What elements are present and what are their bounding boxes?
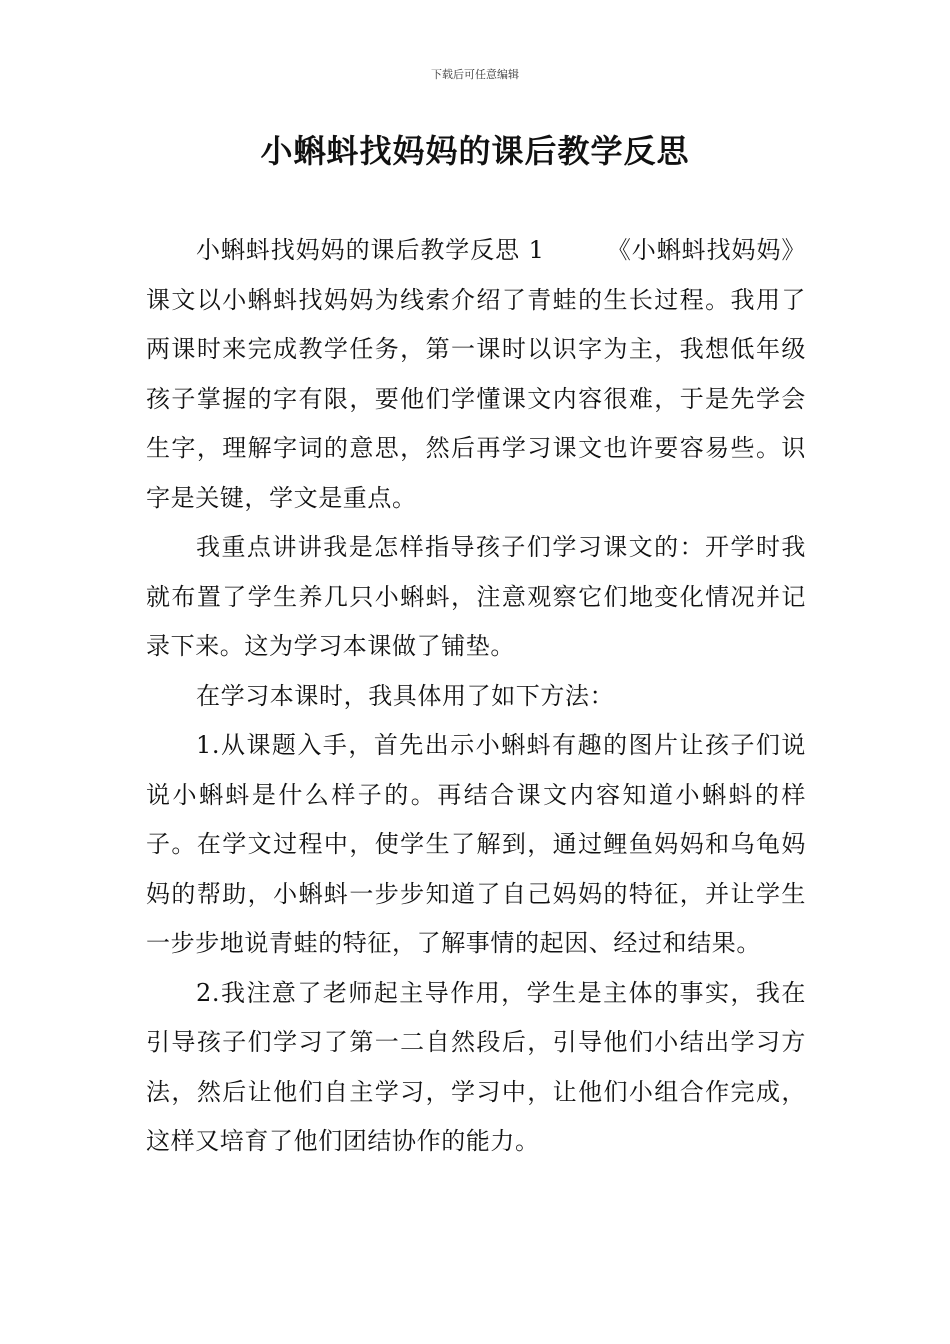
paragraph-3: 在学习本课时，我具体用了如下方法： — [196, 681, 615, 710]
document-title: 小蝌蚪找妈妈的课后教学反思 — [260, 132, 690, 170]
paragraph-4: 1.从课题入手，首先出示小蝌蚪有趣的图片让孩子们说说小蝌蚪是什么样子的。再结合课文内容知道小蝌蚪的样子。在学文过程中，使学生了解到，通过鲤鱼妈妈和乌龟妈妈的帮助，小蝌蚪一步步知道了自己妈妈的特征，并让学生一步步地说青蛙的特征，了解事情的起因、经过和结果。 — [146, 731, 806, 957]
paragraph-1-text: 《小蝌蚪找妈妈》课文以小蝌蚪找妈妈为线索介绍了青蛙的生长过程。我用了两课时来完成教学任务，第一课时以识字为主，我想低年级孩子掌握的字有限，要他们学懂课文内容很难，于是先学会生字，理解字词的意思，然后再学习课文也许要容易些。识字是关键，学文是重点。 — [146, 236, 806, 512]
paragraph-1 — [146, 226, 806, 523]
paragraph-5: 2.我注意了老师起主导作用，学生是主体的事实，我在引导孩子们学习了第一二自然段后，引导他们小结出学习方法，然后让他们自主学习，学习中，让他们小组合作完成，这样又培育了他们团结协作的能力。 — [146, 978, 806, 1155]
header-note: 下载后可任意编辑 — [431, 68, 519, 81]
paragraph-2: 我重点讲讲我是怎样指导孩子们学习课文的：开学时我就布置了学生养几只小蝌蚪，注意观察它们地变化情况并记录下来。这为学习本课做了铺垫。 — [146, 533, 806, 660]
paragraph-1-lead: 小蝌蚪找妈妈的课后教学反思 1 — [196, 236, 545, 264]
document-body — [146, 226, 806, 1167]
